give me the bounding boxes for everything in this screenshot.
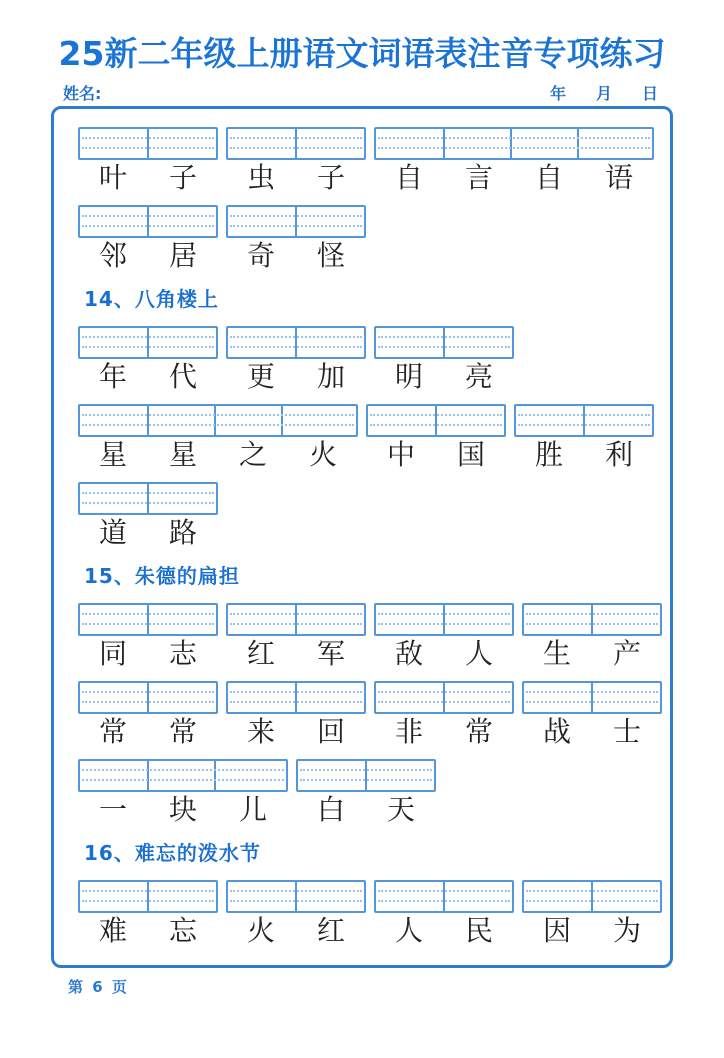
pinyin-cell xyxy=(376,683,443,712)
character: 白 xyxy=(316,792,345,826)
pinyin-cell xyxy=(443,129,510,158)
word-unit xyxy=(226,127,366,193)
pinyin-writing-box xyxy=(78,205,218,238)
character: 年 xyxy=(98,359,127,393)
pinyin-cell xyxy=(443,683,510,712)
pinyin-cell xyxy=(516,406,583,435)
word-characters xyxy=(366,437,506,471)
pinyin-cell xyxy=(583,406,650,435)
year-label: 年 xyxy=(549,83,566,103)
character: 忘 xyxy=(168,913,197,947)
pinyin-writing-box xyxy=(374,880,514,913)
character: 星 xyxy=(98,437,127,471)
pinyin-cell xyxy=(80,761,147,790)
word-characters xyxy=(522,714,662,748)
pinyin-writing-box xyxy=(78,127,218,160)
pinyin-cell xyxy=(228,605,295,634)
pinyin-writing-box xyxy=(522,681,662,714)
sheet-content xyxy=(78,127,658,946)
character: 难 xyxy=(98,913,127,947)
word-unit xyxy=(78,127,218,193)
word-characters xyxy=(78,913,218,947)
pinyin-cell xyxy=(443,328,510,357)
character: 之 xyxy=(238,437,267,471)
pinyin-cell xyxy=(214,761,281,790)
character: 红 xyxy=(316,913,345,947)
word-unit xyxy=(226,326,366,392)
character: 因 xyxy=(542,913,571,947)
pinyin-cell xyxy=(147,683,214,712)
character: 人 xyxy=(394,913,423,947)
section-header: 16、难忘的泼水节 xyxy=(84,840,261,865)
character: 常 xyxy=(98,714,127,748)
pinyin-cell xyxy=(376,328,443,357)
character: 常 xyxy=(464,714,493,748)
pinyin-cell xyxy=(376,129,443,158)
word-characters xyxy=(78,636,218,670)
pinyin-writing-box xyxy=(226,681,366,714)
word-unit xyxy=(514,404,654,470)
character: 同 xyxy=(98,636,127,670)
word-characters xyxy=(226,238,366,272)
pinyin-cell xyxy=(295,207,362,236)
word-characters xyxy=(374,359,514,393)
pinyin-cell xyxy=(591,683,658,712)
character: 言 xyxy=(464,160,493,194)
word-characters xyxy=(78,792,288,826)
character: 人 xyxy=(464,636,493,670)
word-unit xyxy=(374,880,514,946)
pinyin-cell xyxy=(228,328,295,357)
name-date-row xyxy=(52,81,672,104)
character: 来 xyxy=(246,714,275,748)
pinyin-writing-box xyxy=(374,127,654,160)
pinyin-writing-box xyxy=(226,603,366,636)
month-label: 月 xyxy=(595,83,612,103)
character: 战 xyxy=(542,714,571,748)
section-header: 15、朱德的扁担 xyxy=(84,563,240,588)
character: 民 xyxy=(464,913,493,947)
word-row xyxy=(78,759,658,825)
page-number: 第 6 页 xyxy=(68,977,129,996)
word-unit xyxy=(374,326,514,392)
character: 代 xyxy=(168,359,197,393)
pinyin-cell xyxy=(228,882,295,911)
pinyin-cell xyxy=(295,605,362,634)
word-characters xyxy=(522,913,662,947)
section-header: 14、八角楼上 xyxy=(84,286,219,311)
word-unit xyxy=(78,681,218,747)
character: 火 xyxy=(246,913,275,947)
pinyin-writing-box xyxy=(226,205,366,238)
word-characters xyxy=(78,515,218,549)
word-unit xyxy=(296,759,436,825)
worksheet-page xyxy=(0,34,724,1058)
pinyin-cell xyxy=(228,683,295,712)
pinyin-cell xyxy=(510,129,577,158)
pinyin-cell xyxy=(147,761,214,790)
word-characters xyxy=(226,714,366,748)
character: 子 xyxy=(168,160,197,194)
character: 自 xyxy=(534,160,563,194)
page-title: 25新二年级上册语文词语表注音专项练习 xyxy=(58,34,666,73)
pinyin-cell xyxy=(80,328,147,357)
word-characters xyxy=(374,160,654,194)
pinyin-writing-box xyxy=(78,759,288,792)
pinyin-writing-box xyxy=(374,603,514,636)
character: 加 xyxy=(316,359,345,393)
pinyin-cell xyxy=(295,882,362,911)
pinyin-cell xyxy=(577,129,644,158)
pinyin-cell xyxy=(298,761,365,790)
character: 明 xyxy=(394,359,423,393)
word-unit xyxy=(374,603,514,669)
word-unit xyxy=(226,205,366,271)
pinyin-cell xyxy=(228,207,295,236)
word-characters xyxy=(226,359,366,393)
pinyin-cell xyxy=(147,129,214,158)
character: 常 xyxy=(168,714,197,748)
character: 道 xyxy=(98,515,127,549)
word-characters xyxy=(78,238,218,272)
pinyin-cell xyxy=(147,484,214,513)
character: 士 xyxy=(612,714,641,748)
pinyin-cell xyxy=(80,683,147,712)
pinyin-cell xyxy=(376,882,443,911)
character: 奇 xyxy=(246,238,275,272)
pinyin-writing-box xyxy=(522,603,662,636)
word-unit xyxy=(374,127,654,193)
word-unit xyxy=(78,205,218,271)
word-unit xyxy=(522,603,662,669)
pinyin-writing-box xyxy=(226,880,366,913)
word-unit xyxy=(226,603,366,669)
word-characters xyxy=(226,913,366,947)
pinyin-cell xyxy=(591,605,658,634)
character: 天 xyxy=(386,792,415,826)
character: 为 xyxy=(612,913,641,947)
pinyin-cell xyxy=(80,882,147,911)
character: 国 xyxy=(456,437,485,471)
character: 生 xyxy=(542,636,571,670)
pinyin-cell xyxy=(147,328,214,357)
word-row xyxy=(78,326,658,392)
pinyin-cell xyxy=(524,683,591,712)
date-labels xyxy=(550,81,658,104)
word-unit xyxy=(226,880,366,946)
word-unit xyxy=(522,681,662,747)
word-unit xyxy=(78,880,218,946)
pinyin-cell xyxy=(80,605,147,634)
word-characters xyxy=(514,437,654,471)
word-characters xyxy=(374,636,514,670)
pinyin-cell xyxy=(591,882,658,911)
character: 中 xyxy=(386,437,415,471)
character: 军 xyxy=(316,636,345,670)
pinyin-writing-box xyxy=(514,404,654,437)
character: 亮 xyxy=(464,359,493,393)
pinyin-cell xyxy=(281,406,348,435)
word-unit xyxy=(78,326,218,392)
pinyin-writing-box xyxy=(78,603,218,636)
character: 红 xyxy=(246,636,275,670)
pinyin-cell xyxy=(443,882,510,911)
pinyin-writing-box xyxy=(226,326,366,359)
word-unit xyxy=(366,404,506,470)
pinyin-writing-box xyxy=(522,880,662,913)
word-row xyxy=(78,404,658,470)
pinyin-cell xyxy=(80,129,147,158)
character: 居 xyxy=(168,238,197,272)
word-characters xyxy=(522,636,662,670)
character: 志 xyxy=(168,636,197,670)
pinyin-cell xyxy=(295,328,362,357)
pinyin-writing-box xyxy=(226,127,366,160)
word-characters xyxy=(374,714,514,748)
word-characters xyxy=(78,714,218,748)
pinyin-cell xyxy=(80,207,147,236)
word-row xyxy=(78,880,658,946)
pinyin-cell xyxy=(147,406,214,435)
pinyin-cell xyxy=(80,406,147,435)
word-characters xyxy=(226,160,366,194)
word-unit xyxy=(226,681,366,747)
word-unit xyxy=(78,603,218,669)
pinyin-cell xyxy=(295,683,362,712)
pinyin-cell xyxy=(443,605,510,634)
word-characters xyxy=(78,160,218,194)
worksheet-sheet xyxy=(51,106,673,968)
pinyin-writing-box xyxy=(366,404,506,437)
character: 一 xyxy=(98,792,127,826)
word-characters xyxy=(296,792,436,826)
character: 叶 xyxy=(98,160,127,194)
character: 子 xyxy=(316,160,345,194)
pinyin-writing-box xyxy=(78,681,218,714)
pinyin-cell xyxy=(147,207,214,236)
word-unit xyxy=(78,759,288,825)
pinyin-writing-box xyxy=(374,326,514,359)
word-row xyxy=(78,127,658,193)
word-characters xyxy=(78,437,358,471)
pinyin-cell xyxy=(524,882,591,911)
pinyin-cell xyxy=(435,406,502,435)
character: 自 xyxy=(394,160,423,194)
word-characters xyxy=(226,636,366,670)
character: 非 xyxy=(394,714,423,748)
character: 回 xyxy=(316,714,345,748)
character: 星 xyxy=(168,437,197,471)
word-unit xyxy=(78,482,218,548)
pinyin-writing-box xyxy=(78,482,218,515)
pinyin-writing-box xyxy=(296,759,436,792)
character: 块 xyxy=(168,792,197,826)
pinyin-cell xyxy=(147,882,214,911)
name-label: 姓名: xyxy=(63,83,102,103)
character: 邻 xyxy=(98,238,127,272)
character: 更 xyxy=(246,359,275,393)
pinyin-writing-box xyxy=(78,326,218,359)
word-characters xyxy=(374,913,514,947)
pinyin-cell xyxy=(365,761,432,790)
pinyin-cell xyxy=(295,129,362,158)
pinyin-cell xyxy=(368,406,435,435)
word-row xyxy=(78,482,658,548)
character: 虫 xyxy=(246,160,275,194)
pinyin-cell xyxy=(228,129,295,158)
word-characters xyxy=(78,359,218,393)
character: 语 xyxy=(604,160,633,194)
character: 产 xyxy=(612,636,641,670)
word-row xyxy=(78,603,658,669)
word-unit xyxy=(522,880,662,946)
pinyin-cell xyxy=(524,605,591,634)
word-unit xyxy=(78,404,358,470)
day-label: 日 xyxy=(641,83,658,103)
word-unit xyxy=(374,681,514,747)
character: 火 xyxy=(308,437,337,471)
word-row xyxy=(78,681,658,747)
character: 胜 xyxy=(534,437,563,471)
pinyin-writing-box xyxy=(374,681,514,714)
pinyin-cell xyxy=(376,605,443,634)
word-row xyxy=(78,205,658,271)
character: 儿 xyxy=(238,792,267,826)
pinyin-cell xyxy=(147,605,214,634)
pinyin-writing-box xyxy=(78,880,218,913)
pinyin-cell xyxy=(214,406,281,435)
character: 路 xyxy=(168,515,197,549)
character: 怪 xyxy=(316,238,345,272)
character: 利 xyxy=(604,437,633,471)
pinyin-cell xyxy=(80,484,147,513)
character: 敌 xyxy=(394,636,423,670)
pinyin-writing-box xyxy=(78,404,358,437)
